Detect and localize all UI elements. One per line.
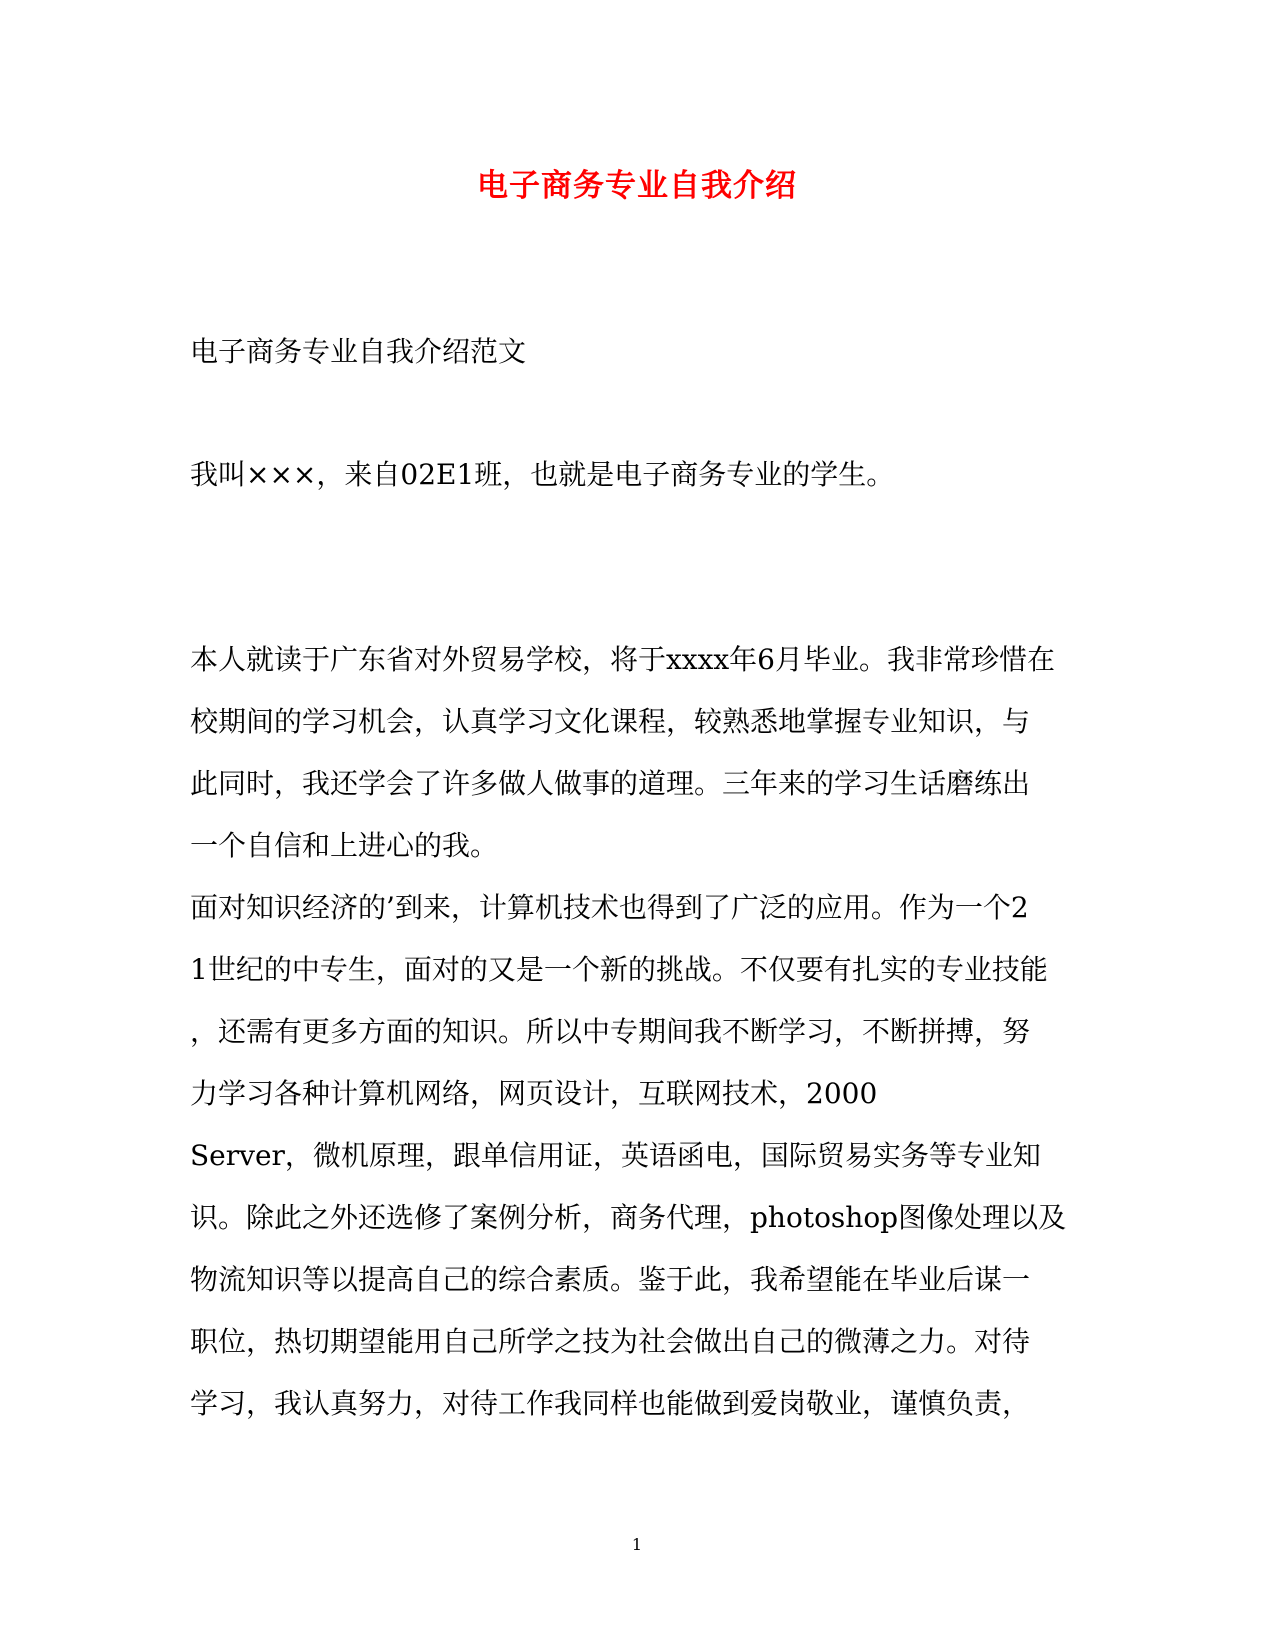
body-line: Server，微机原理，跟单信用证，英语函电，国际贸易实务等专业知 bbox=[190, 1139, 1041, 1172]
body-line: 物流知识等以提高自己的综合素质。鉴于此，我希望能在毕业后谋一 bbox=[190, 1263, 1031, 1296]
page-number: 1 bbox=[631, 1535, 643, 1554]
body-line: 职位，热切期望能用自己所学之技为社会做出自己的微薄之力。对待 bbox=[190, 1325, 1031, 1358]
body-line: 识。除此之外还选修了案例分析，商务代理，photoshop图像处理以及 bbox=[190, 1201, 1067, 1234]
body-line: 学习，我认真努力，对待工作我同样也能做到爱岗敬业，谨慎负责， bbox=[190, 1387, 1031, 1420]
body-line: 此同时，我还学会了许多做人做事的道理。三年来的学习生话磨练出 bbox=[190, 767, 1031, 800]
intro-paragraph: 我叫×××，来自02E1班，也就是电子商务专业的学生。 bbox=[190, 458, 895, 491]
body-line: 力学习各种计算机网络，网页设计，互联网技术，2000 bbox=[190, 1077, 878, 1110]
body-line: 一个自信和上进心的我。 bbox=[190, 829, 499, 862]
document-subtitle: 电子商务专业自我介绍范文 bbox=[190, 335, 527, 368]
body-line: ，还需有更多方面的知识。所以中专期间我不断学习，不断拼搏，努 bbox=[190, 1015, 1031, 1048]
body-line: 1世纪的中专生，面对的又是一个新的挑战。不仅要有扎实的专业技能 bbox=[190, 953, 1048, 986]
body-line: 本人就读于广东省对外贸易学校，将于xxxx年6月毕业。我非常珍惜在 bbox=[190, 643, 1055, 676]
body-line: 面对知识经济的’到来，计算机技术也得到了广泛的应用。作为一个2 bbox=[190, 891, 1029, 924]
document-title: 电子商务专业自我介绍 bbox=[477, 168, 797, 204]
body-line: 校期间的学习机会，认真学习文化课程，较熟悉地掌握专业知识，与 bbox=[190, 705, 1031, 738]
